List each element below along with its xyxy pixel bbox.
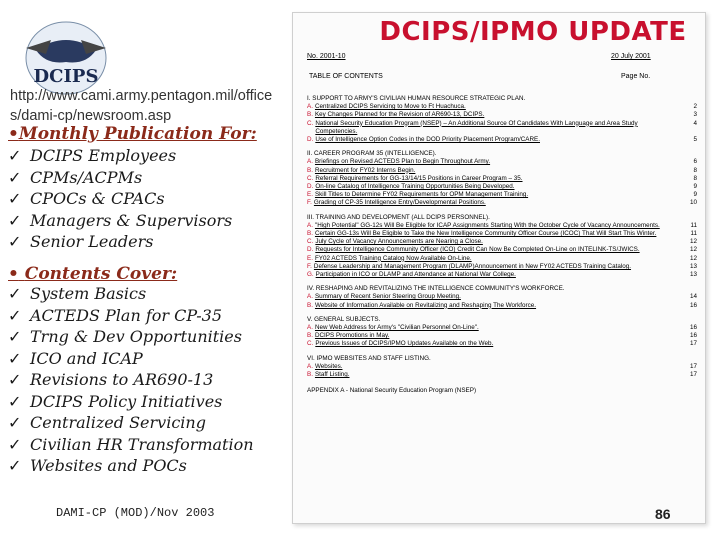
audience-list — [8, 145, 232, 253]
checkmark-icon: ✓ — [8, 284, 22, 304]
toc-entry[interactable] — [307, 332, 697, 340]
toc-entry[interactable] — [307, 230, 697, 238]
toc-entry[interactable] — [307, 255, 697, 263]
checkmark-icon: ✓ — [8, 434, 22, 454]
toc-entry-text[interactable]: Requests for Intelligence Community Officer (ICO) Credit Can Now Be Completed On-Line on INTELINK-TS/JWICS. — [315, 246, 640, 254]
toc-entry-text[interactable]: Websites. — [314, 362, 343, 370]
contents-cover-heading: • Contents Cover: — [8, 264, 178, 284]
checkmark-icon: ✓ — [8, 189, 22, 209]
toc-entry-text[interactable]: Use of Intelligence Option Codes in the DOD Priority Placement Program/CARE. — [315, 136, 540, 144]
toc-entry-text[interactable]: Briefings on Revised ACTEDS Plan to Begin Throughout Army. — [314, 158, 491, 166]
checkmark-icon: ✓ — [8, 232, 22, 252]
toc-entry[interactable] — [307, 136, 697, 144]
checkmark-icon: ✓ — [8, 167, 22, 187]
toc-entry-text[interactable]: FY02 ACTEDS Training Catalog Now Available On-Line. — [314, 254, 472, 262]
toc-entry-text[interactable]: Staff Listing. — [314, 371, 350, 379]
checkmark-icon: ✓ — [8, 456, 22, 476]
toc-entry-text[interactable]: Skill Titles to Determine FY02 Requirements for OPM Management Training. — [314, 191, 529, 199]
toc-entry-text[interactable]: Summary of Recent Senior Steering Group Meeting. — [314, 293, 461, 301]
toc-entry[interactable] — [307, 324, 697, 332]
list-item: ✓ CPOCs & CPACs — [8, 189, 165, 209]
toc-entry-page: 8 — [693, 166, 697, 174]
toc-entry[interactable] — [307, 191, 697, 199]
appendix-line: APPENDIX A - National Security Education Program (NSEP) — [307, 387, 477, 395]
list-item: ✓ System Basics — [8, 284, 147, 304]
toc-entry-letter: F. — [307, 262, 312, 270]
toc-entry-page: 16 — [689, 301, 697, 309]
toc-section — [307, 285, 697, 310]
toc-entry-text[interactable]: DCIPS Promotions in May. — [314, 332, 390, 340]
list-item: ✓ Trng & Dev Opportunities — [8, 327, 242, 347]
toc-entry-page: 11 — [690, 230, 697, 238]
toc-entry[interactable] — [307, 103, 697, 111]
toc-section — [307, 355, 697, 380]
list-item: ✓ ACTEDS Plan for CP-35 — [8, 305, 223, 325]
toc-entry-page: 13 — [689, 271, 697, 279]
list-item: ✓ Managers & Supervisors — [8, 210, 233, 230]
toc-entry-letter: C. — [307, 174, 314, 182]
toc-entry-text[interactable]: Referral Requirements for GG-13/14/15 Positions in Career Program – 35. — [315, 174, 523, 182]
toc-entry-text[interactable]: Website of Information Available on Revitalizing and Reshaping The Workforce. — [314, 301, 537, 309]
toc-entry-letter: B. — [307, 111, 313, 119]
toc-entry-letter: A. — [307, 158, 313, 166]
toc-entry-page: 13 — [689, 262, 697, 270]
toc-entry-letter: C. — [307, 340, 314, 348]
toc-heading: TABLE OF CONTENTS — [309, 73, 383, 80]
toc-entry[interactable] — [307, 167, 697, 175]
newsroom-url-link[interactable]: http://www.cami.army.pentagon.mil/office s/dami-cp/newsroom.asp — [10, 88, 273, 124]
toc-entry-letter: D. — [307, 183, 314, 191]
toc-entry[interactable] — [307, 222, 697, 230]
toc-entry-page: 17 — [689, 340, 697, 348]
toc-entry[interactable] — [307, 111, 697, 119]
table-of-contents — [307, 89, 697, 396]
checkmark-icon: ✓ — [8, 327, 22, 347]
toc-entry-text[interactable]: Certain GG-13s Will Be Eligible to Take the New Intelligence Community Officer Course (ICOC) That Will Start This Winter. — [314, 230, 657, 238]
toc-section — [307, 214, 697, 280]
toc-entry-letter: B. — [307, 230, 313, 238]
monthly-publication-heading: •Monthly Publication For: — [8, 124, 257, 144]
toc-entry-letter: A. — [307, 103, 313, 111]
toc-entry-page: 11 — [690, 221, 697, 229]
toc-entry-page: 16 — [689, 324, 697, 332]
checkmark-icon: ✓ — [8, 210, 22, 230]
toc-entry-page: 17 — [689, 362, 697, 370]
toc-entry-text[interactable]: On-line Catalog of Intelligence Training Opportunities Being Developed. — [315, 183, 515, 191]
toc-entry-text[interactable]: "High Potential" GG-12s Will Be Eligible for ICAP Assignments Starting With the October Cycle of Vacancy Announcements. — [314, 221, 660, 229]
toc-entry-letter: A. — [307, 221, 313, 229]
toc-entry-text[interactable]: Centralized DCIPS Servicing to Move to Ft Huachuca. — [314, 103, 466, 111]
toc-entry-page: 12 — [689, 246, 697, 254]
toc-entry-text[interactable]: Recruitment for FY02 Interns Begin. — [314, 166, 416, 174]
toc-entry-letter: D. — [307, 136, 314, 144]
toc-entry[interactable] — [307, 363, 697, 371]
toc-entry-page: 16 — [689, 332, 697, 340]
checkmark-icon: ✓ — [8, 146, 22, 166]
toc-entry-letter: D. — [307, 246, 314, 254]
toc-entry[interactable] — [307, 246, 697, 254]
toc-entry-text[interactable]: Defense Leadership and Management Program (DLAMP)Announcement in New FY02 ACTEDS Training Catalog. — [313, 262, 632, 270]
slide-left-panel — [0, 0, 300, 540]
toc-entry-letter: C. — [307, 119, 314, 127]
toc-section-title: III. TRAINING AND DEVELOPMENT (ALL DCIPS PERSONNEL). — [307, 213, 490, 221]
toc-entry-letter: E. — [307, 254, 313, 262]
toc-entry-text[interactable]: Grading of CP-35 Intelligence Entry/Developmental Positions. — [313, 199, 486, 207]
toc-entry[interactable] — [307, 263, 697, 271]
toc-section-title: I. SUPPORT TO ARMY'S CIVILIAN HUMAN RESOURCE STRATEGIC PLAN. — [307, 95, 526, 102]
toc-entry-letter: B. — [307, 332, 313, 340]
toc-section-title: VI. IPMO WEBSITES AND STAFF LISTING. — [307, 354, 431, 362]
toc-entry-page: 9 — [693, 191, 697, 199]
list-item: ✓ Websites and POCs — [8, 456, 187, 476]
checkmark-icon: ✓ — [8, 348, 22, 368]
checkmark-icon: ✓ — [8, 370, 22, 390]
toc-entry-letter: A. — [307, 293, 313, 301]
toc-entry-letter: A. — [307, 362, 313, 370]
toc-entry[interactable] — [307, 175, 697, 183]
toc-section-title: II. CAREER PROGRAM 35 (INTELLIGENCE). — [307, 150, 437, 158]
list-item: ✓ Civilian HR Transformation — [8, 434, 254, 454]
list-item: ✓ Senior Leaders — [8, 232, 154, 252]
toc-section — [307, 150, 697, 207]
toc-section — [307, 95, 697, 144]
list-item: ✓ ICO and ICAP — [8, 348, 143, 368]
toc-entry-letter: E. — [307, 191, 313, 199]
svg-text:DCIPS: DCIPS — [33, 66, 99, 87]
checkmark-icon: ✓ — [8, 305, 22, 325]
toc-entry-letter: G. — [307, 271, 314, 279]
toc-entry-letter: C. — [307, 238, 314, 246]
toc-entry-page: 10 — [689, 199, 697, 207]
list-item: ✓ Revisions to AR690-13 — [8, 370, 214, 390]
issue-date: 20 July 2001 — [611, 53, 651, 60]
toc-entry-page: 12 — [689, 254, 697, 262]
footer-note: DAMI-CP (MOD)/Nov 2003 — [56, 506, 215, 520]
toc-entry-page: 4 — [693, 119, 697, 127]
toc-section-title: IV. RESHAPING AND REVITALIZING THE INTELLIGENCE COMMUNITY'S WORKFORCE. — [307, 285, 565, 293]
toc-entry[interactable] — [307, 238, 697, 246]
toc-entry[interactable] — [307, 158, 697, 166]
toc-entry[interactable] — [307, 271, 697, 279]
newsletter-page — [292, 12, 706, 524]
toc-section — [307, 316, 697, 349]
toc-entry-letter: B. — [307, 301, 313, 309]
toc-entry[interactable] — [307, 120, 697, 136]
toc-entry[interactable] — [307, 293, 697, 301]
toc-entry-page: 2 — [693, 103, 697, 111]
list-item: ✓ Centralized Servicing — [8, 413, 206, 433]
newsletter-title: DCIPS/IPMO UPDATE — [379, 17, 687, 47]
toc-entry-letter: B. — [307, 166, 313, 174]
checkmark-icon: ✓ — [8, 413, 22, 433]
toc-page-label: Page No. — [621, 73, 651, 80]
contents-list — [8, 283, 254, 477]
slide-page-number: 86 — [655, 506, 671, 522]
toc-entry-page: 14 — [689, 293, 697, 301]
list-item: ✓ DCIPS Policy Initiatives — [8, 391, 223, 411]
toc-entry[interactable] — [307, 340, 697, 348]
toc-entry-text[interactable]: Participation in ICO or DLAMP and Attendance at National War College. — [315, 271, 516, 279]
toc-section-title: V. GENERAL SUBJECTS. — [307, 315, 381, 323]
toc-entry[interactable] — [307, 199, 697, 207]
toc-entry-text[interactable]: Key Changes Planned for the Revision of AR690-13, DCIPS. — [314, 111, 485, 119]
toc-entry-text[interactable]: New Web Address for Army's "Civilian Personnel On-Line". — [314, 324, 479, 332]
toc-entry-page: 6 — [693, 158, 697, 166]
toc-entry-page: 3 — [693, 111, 697, 119]
checkmark-icon: ✓ — [8, 391, 22, 411]
toc-entry[interactable] — [307, 371, 697, 379]
toc-entry-text[interactable]: National Security Education Program (NSEP) – An Additional Source Of Candidates With Language and Area Study Competencies. — [315, 119, 638, 135]
toc-entry-letter: B. — [307, 371, 313, 379]
toc-entry-page: 17 — [689, 371, 697, 379]
toc-entry-text[interactable]: July Cycle of Vacancy Announcements are Nearing a Close. — [315, 238, 483, 246]
toc-entry-text[interactable]: Previous Issues of DCIPS/IPMO Updates Available on the Web. — [315, 340, 494, 348]
toc-entry-letter: F. — [307, 199, 312, 207]
toc-entry-page: 8 — [693, 174, 697, 182]
issue-number: No. 2001-10 — [307, 53, 346, 60]
list-item: ✓ DCIPS Employees — [8, 146, 177, 166]
toc-entry[interactable] — [307, 302, 697, 310]
toc-entry-page: 5 — [693, 136, 697, 144]
toc-entry[interactable] — [307, 183, 697, 191]
toc-entry-page: 9 — [693, 183, 697, 191]
toc-entry-page: 12 — [689, 238, 697, 246]
list-item: ✓ CPMs/ACPMs — [8, 167, 143, 187]
toc-entry-letter: A. — [307, 324, 313, 332]
